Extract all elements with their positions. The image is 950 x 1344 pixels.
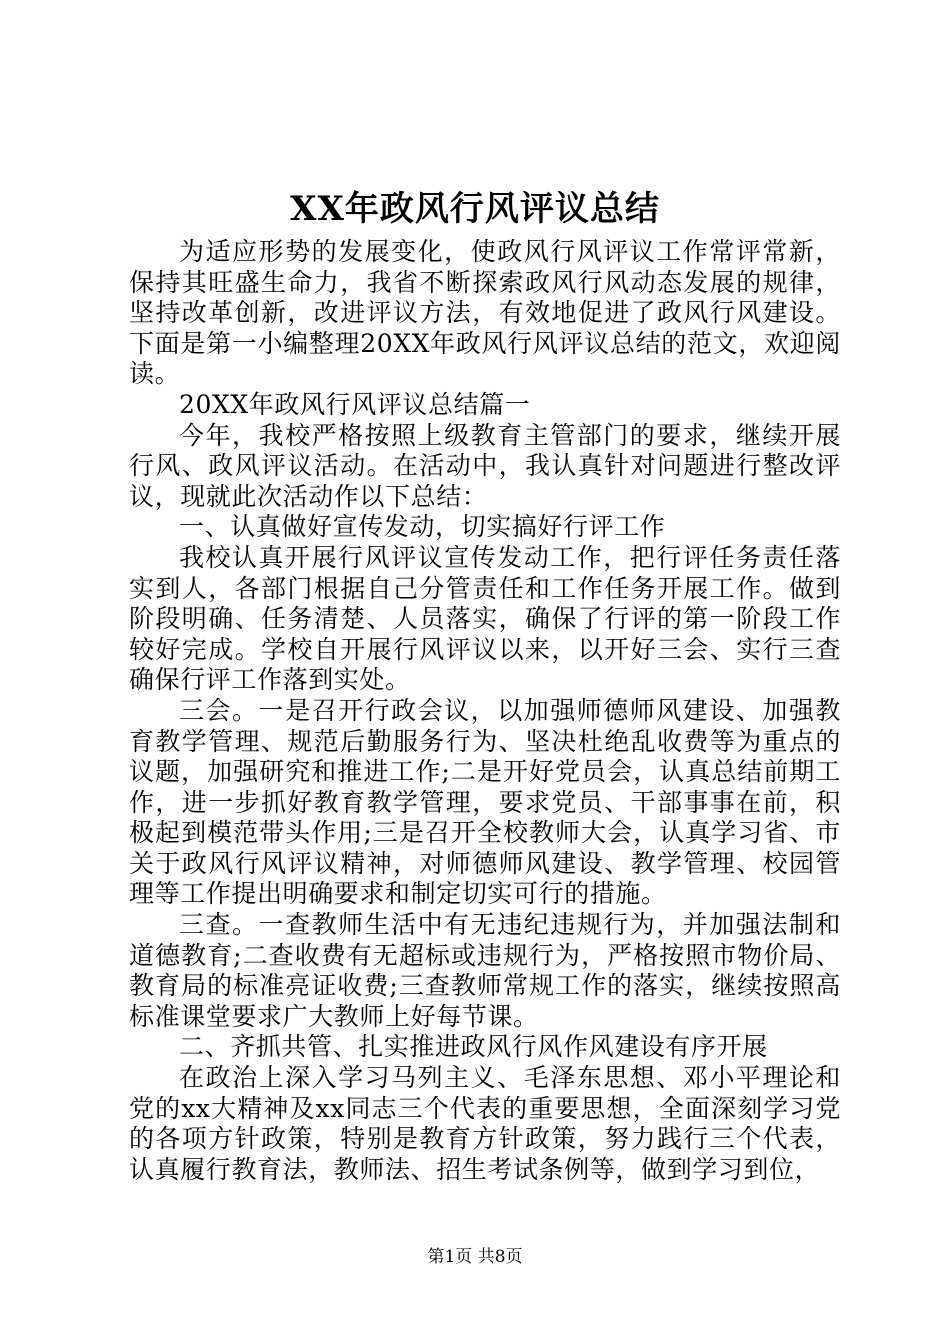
page-number-footer: 第1页 共8页 [427, 1247, 523, 1267]
paragraph-three-checks: 三查。一查教师生活中有无违纪违规行为，并加强法制和道德教育;二查收费有无超标或违规行为，严格按照市物价局、教育局的标准亮证收费;三查教师常规工作的落实，继续按照高标准课堂要求广大教师上好每节课。 [129, 910, 841, 1031]
section-heading-one: 一、认真做好宣传发动，切实搞好行评工作 [179, 512, 666, 542]
paragraph-publicity: 我校认真开展行风评议宣传发动工作，把行评任务责任落实到人，各部门根据自己分管责任和工作任务开展工作。做到阶段明确、任务清楚、人员落实，确保了行评的第一阶段工作较好完成。学校自开展行风评议以来，以开好三会、实行三查确保行评工作落到实处。 [129, 542, 841, 695]
document-body [129, 237, 841, 1185]
section-heading-two: 二、齐抓共管、扎实推进政风行风作风建设有序开展 [179, 1032, 768, 1062]
paragraph-political-study: 在政治上深入学习马列主义、毛泽东思想、邓小平理论和党的xx大精神及xx同志三个代表的重要思想，全面深刻学习党的各项方针政策，特别是教育方针政策，努力践行三个代表，认真履行教育法，教师法、招生考试条例等，做到学习到位， [129, 1063, 841, 1184]
document-title: XX年政风行风评议总结 [290, 189, 660, 229]
paragraph-three-meetings: 三会。一是召开行政会议，以加强师德师风建设、加强教育教学管理、规范后勤服务行为、坚决杜绝乱收费等为重点的议题，加强研究和推进工作;二是开好党员会，认真总结前期工作，进一步抓好教育教学管理，要求党员、干部事事在前，积极起到模范带头作用;三是召开全校教师大会，认真学习省、市关于政风行风评议精神，对师德师风建设、教学管理、校园管理等工作提出明确要求和制定切实可行的措施。 [129, 695, 841, 909]
paragraph-intro: 为适应形势的发展变化，使政风行风评议工作常评常新，保持其旺盛生命力，我省不断探索政风行风动态发展的规律，坚持改革创新，改进评议方法，有效地促进了政风行风建设。下面是第一小编整理20XX年政风行风评议总结的范文，欢迎阅读。 [129, 237, 841, 389]
paragraph-opening: 今年，我校严格按照上级教育主管部门的要求，继续开展行风、政风评议活动。在活动中，我认真针对问题进行整改评议，现就此次活动作以下总结： [129, 420, 841, 511]
section-heading-part-one: 20XX年政风行风评议总结篇一 [179, 389, 531, 419]
